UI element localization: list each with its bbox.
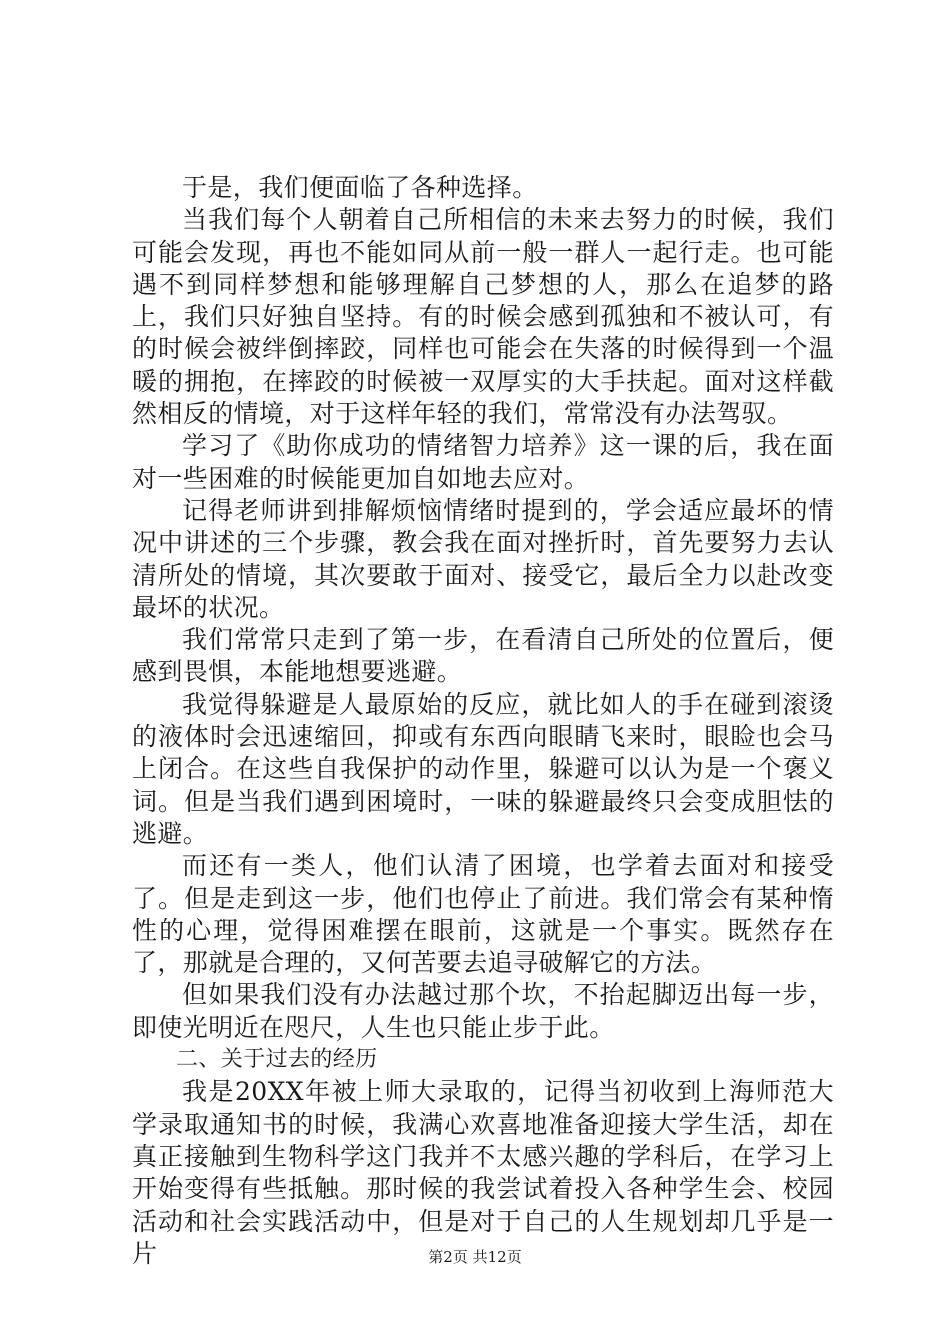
document-body	[132, 172, 834, 1270]
paragraph-3: 学习了《助你成功的情绪智力培养》这一课的后，我在面对一些困难的时候能更加自如地去应对。	[132, 431, 834, 493]
page-number-footer: 第2页 共12页	[428, 1248, 522, 1266]
paragraph-9: 我是20XX年被上师大录取的，记得当初收到上海师范大学录取通知书的时候，我满心欢喜地准备迎接大学生活，却在真正接触到生物科学这门我并不太感兴趣的学科后，在学习上开始变得有些抵触。那时候的我尝试着投入各种学生会、校园活动和社会实践活动中，但是对于自己的人生规划却几乎是一片	[132, 1077, 834, 1268]
paragraph-2: 当我们每个人朝着自己所相信的未来去努力的时候，我们可能会发现，再也不能如同从前一般一群人一起行走。也可能遇不到同样梦想和能够理解自己梦想的人，那么在追梦的路上，我们只好独自坚持。有的时候会感到孤独和不被认可，有的时候会被绊倒摔跤，同样也可能会在失落的时候得到一个温暖的拥抱，在摔跤的时候被一双厚实的大手扶起。面对这样截然相反的情境，对于这样年轻的我们，常常没有办法驾驭。	[132, 205, 834, 429]
paragraph-6: 我觉得躲避是人最原始的反应，就比如人的手在碰到滚烫的液体时会迅速缩回，抑或有东西向眼睛飞来时，眼睑也会马上闭合。在这些自我保护的动作里，躲避可以认为是一个褒义词。但是当我们遇到困境时，一味的躲避最终只会变成胆怯的逃避。	[132, 689, 834, 848]
paragraph-7: 而还有一类人，他们认清了困境，也学着去面对和接受了。但是走到这一步，他们也停止了前进。我们常会有某种惰性的心理，觉得困难摆在眼前，这就是一个事实。既然存在了，那就是合理的，又何苦要去追寻破解它的方法。	[132, 851, 834, 978]
paragraph-4: 记得老师讲到排解烦恼情绪时提到的，学会适应最坏的情况中讲述的三个步骤，教会我在面对挫折时，首先要努力去认清所处的情境，其次要敢于面对、接受它，最后全力以赴改变最坏的状况。	[132, 495, 834, 622]
paragraph-5: 我们常常只走到了第一步，在看清自己所处的位置后，便感到畏惧，本能地想要逃避。	[132, 625, 834, 687]
paragraph-8: 但如果我们没有办法越过那个坎，不抬起脚迈出每一步，即使光明近在咫尺，人生也只能止步于此。	[132, 980, 834, 1042]
section-heading: 二、关于过去的经历	[176, 1047, 378, 1073]
paragraph-1: 于是，我们便面临了各种选择。	[182, 173, 538, 202]
